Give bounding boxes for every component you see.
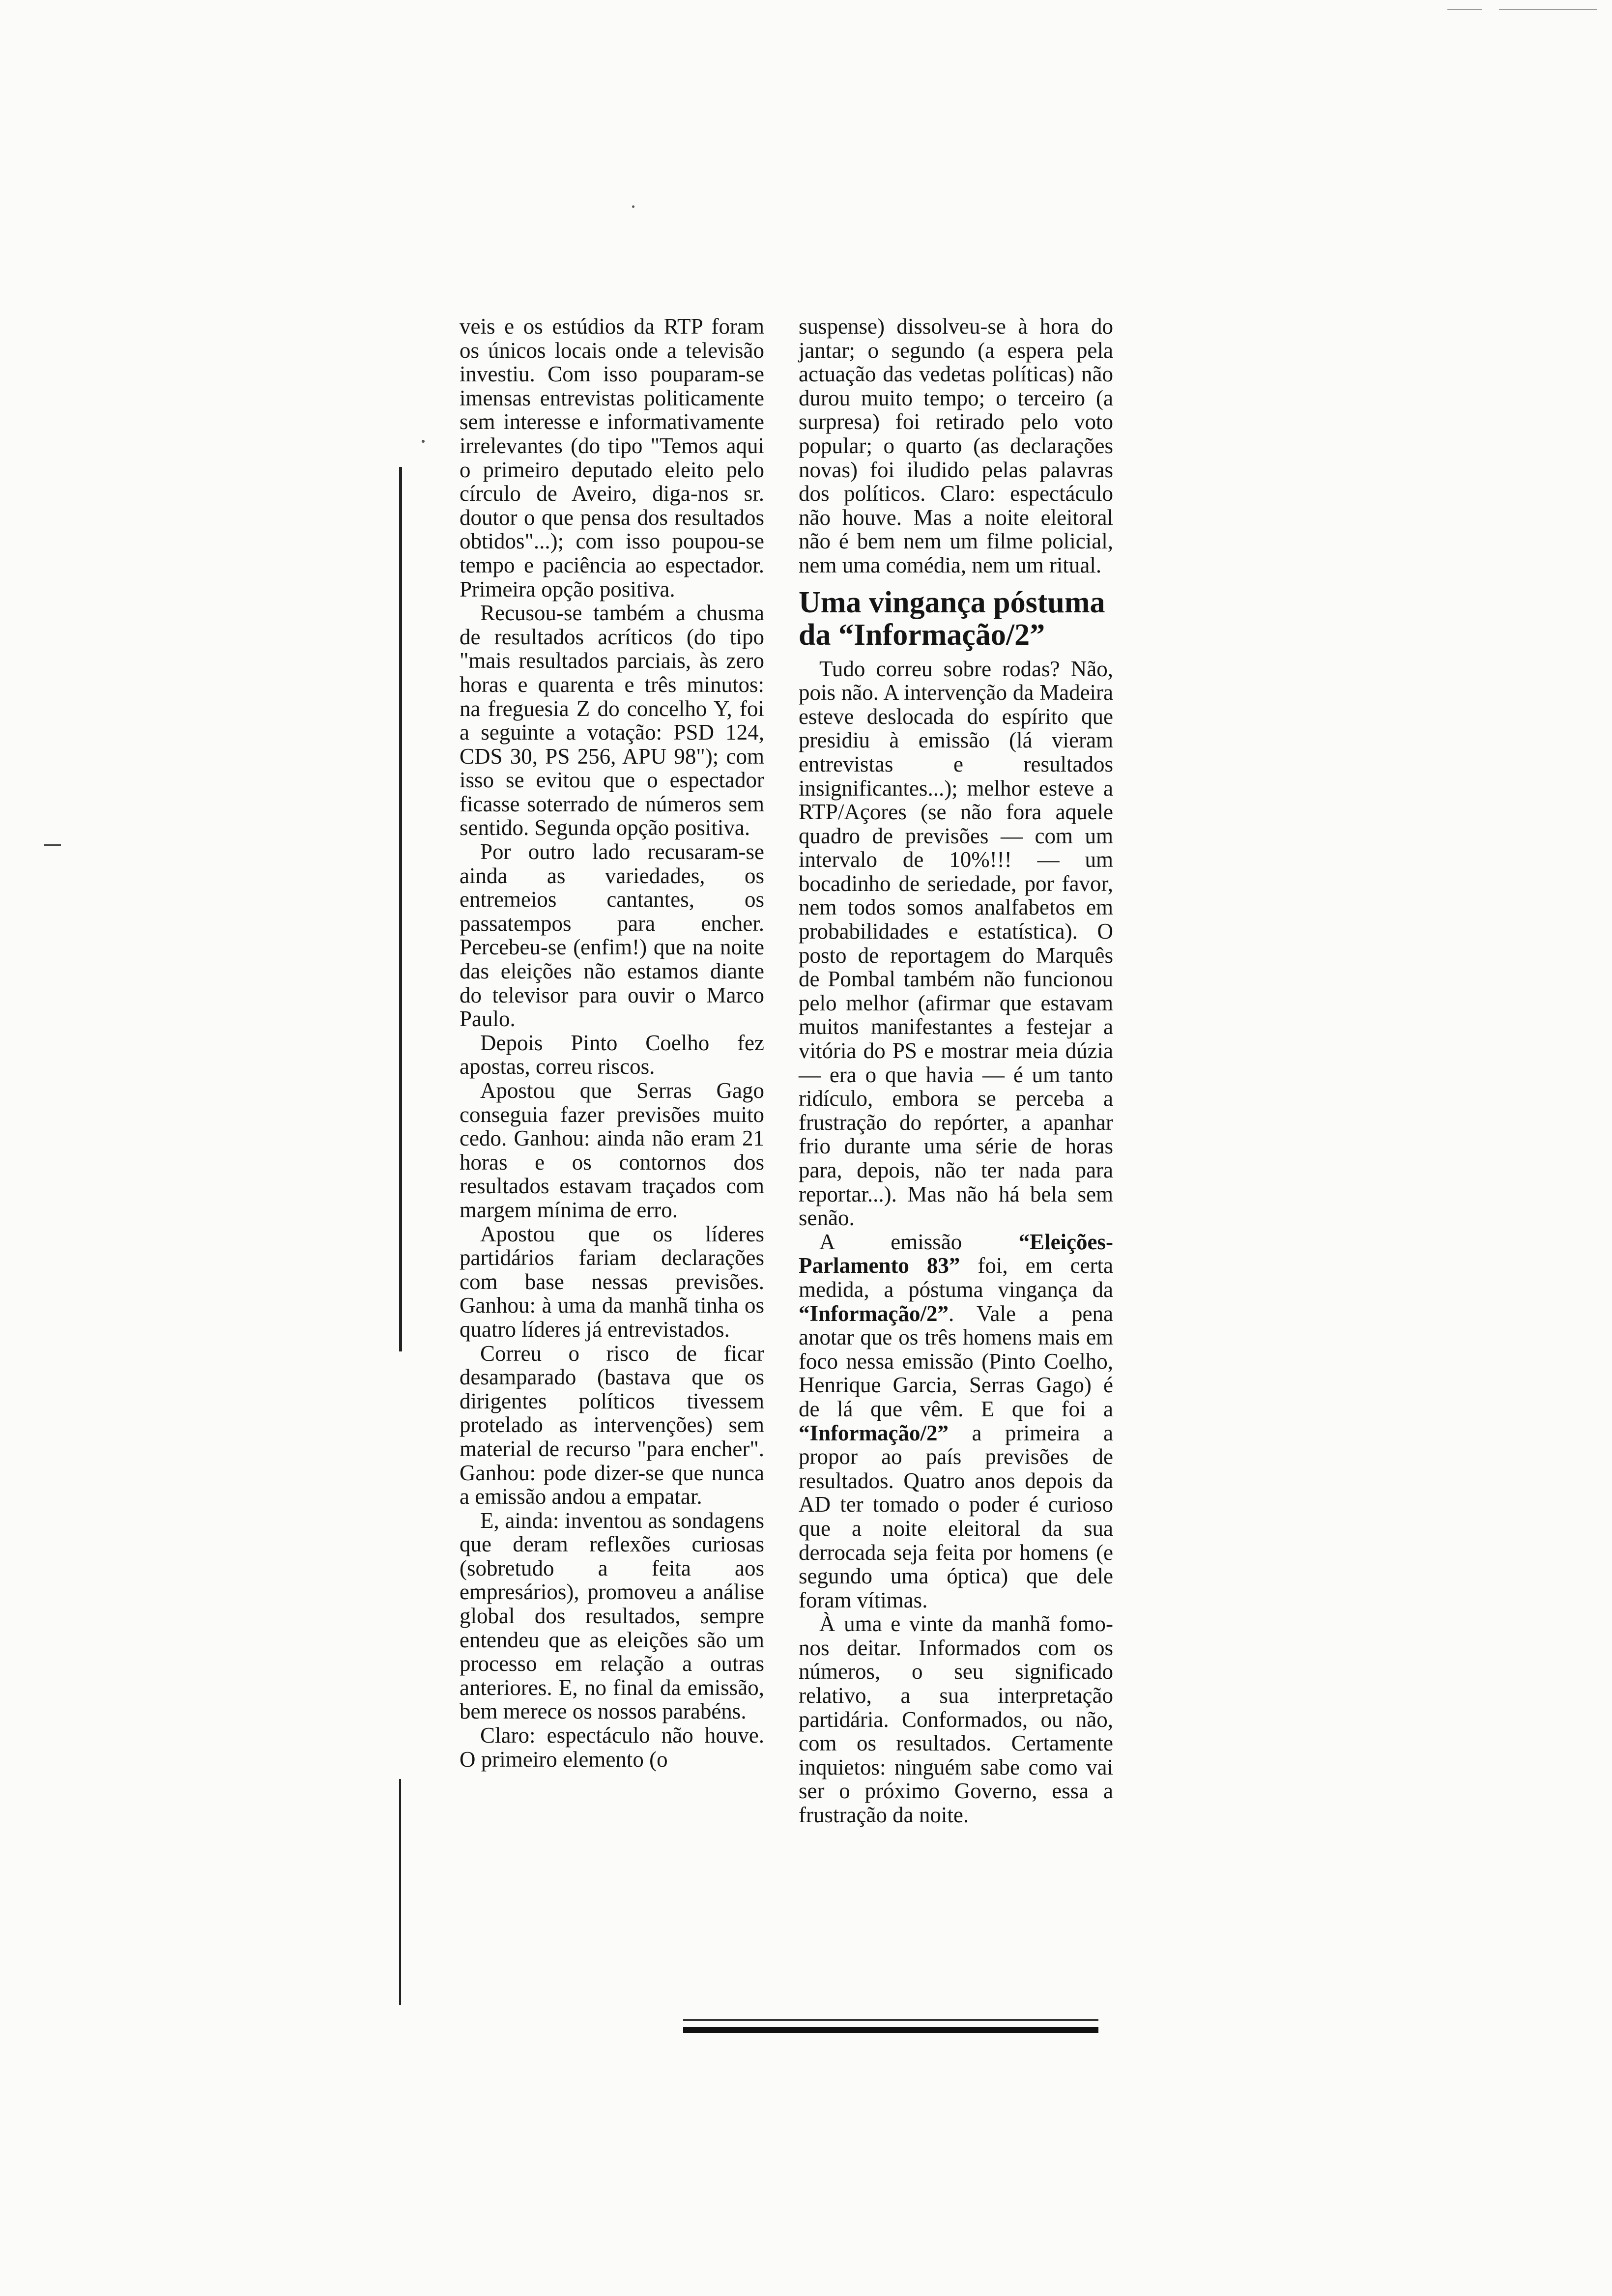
- paragraph: Correu o risco de ficar desamparado (bastava que os dirigentes políticos tivessem protelado as intervenções) sem material de recurso "para encher". Ganhou: pode dizer-se que nunca a emissão andou a empatar.: [460, 1341, 764, 1509]
- paragraph: [799, 1230, 1113, 1612]
- end-rule-thin: [683, 2019, 1098, 2021]
- article-left-column: [460, 315, 764, 1771]
- paragraph: veis e os estúdios da RTP foram os únicos locais onde a televisão investiu. Com isso pouparam-se imensas entrevistas politicamente sem interesse e informativamente irrelevantes (do tipo "Temos aqui o primeiro deputado eleito pelo círculo de Aveiro, diga-nos sr. doutor o que pensa dos resultados obtidos"...); com isso poupou-se tempo e paciência ao espectador. Primeira opção positiva.: [460, 314, 764, 602]
- subheading: Uma vingança póstuma da “Informação/2”: [799, 585, 1105, 652]
- text-run: A emissão: [819, 1229, 1019, 1254]
- paragraph: E, ainda: inventou as sondagens que deram reflexões curiosas (sobretudo a feita aos empresários), promoveu a análise global dos resultados, sempre entendeu que as eleições são um processo em relação a outras anteriores. E, no final da emissão, bem merece os nossos parabéns.: [460, 1508, 764, 1724]
- emphasis: “Informação/2”: [799, 1301, 949, 1326]
- paragraph: Apostou que Serras Gago conseguia fazer previsões muito cedo. Ganhou: ainda não eram 21 horas e os contornos dos resultados estavam traçados com margem mínima de erro.: [460, 1078, 764, 1222]
- paragraph: Por outro lado recusaram-se ainda as variedades, os entremeios cantantes, os passatempos para encher. Percebeu-se (enfim!) que na noite das eleições não estamos diante do televisor para ouvir o Marco Paulo.: [460, 839, 764, 1032]
- text-run: a primeira a propor ao país previsões de resultados. Quatro anos depois da AD ter tomado o poder é curioso que a noite eleitoral da sua derrocada seja feita por homens (e segundo uma óptica) que dele foram vítimas.: [799, 1420, 1113, 1612]
- paragraph: Claro: espectáculo não houve. O primeiro elemento (o: [460, 1723, 764, 1772]
- emphasis: “Eleições-Parlamento 83”: [799, 1229, 1113, 1278]
- margin-rule: [399, 467, 402, 1351]
- paragraph: Apostou que os líderes partidários fariam declarações com base nessas previsões. Ganhou: à uma da manhã tinha os quatro líderes já entrevistados.: [460, 1221, 764, 1342]
- text-run: foi, em certa medida, a póstuma vingança da: [799, 1253, 1113, 1302]
- scan-speck: [422, 440, 425, 443]
- paragraph: suspense) dissolveu-se à hora do jantar; o segundo (a espera pela actuação das vedetas políticas) não durou muito tempo; o terceiro (a surpresa) foi retirado pelo voto popular; o quarto (as declarações novas) foi iludido pelas palavras dos políticos. Claro: espectáculo não houve. Mas a noite eleitoral não é bem nem um filme policial, nem uma comédia, nem um ritual.: [799, 314, 1113, 577]
- scan-mark: [1447, 9, 1482, 10]
- scan-speck: [632, 205, 634, 208]
- paragraph: Recusou-se também a chusma de resultados acríticos (do tipo "mais resultados parciais, às zero horas e quarenta e três minutos: na freguesia Z do concelho Y, foi a seguinte a votação: PSD 124, CDS 30, PS 256, APU 98"); com isso se evitou que o espectador ficasse soterrado de números sem sentido. Segunda opção positiva.: [460, 601, 764, 840]
- emphasis: “Informação/2”: [799, 1420, 949, 1445]
- end-rule: [683, 2027, 1098, 2033]
- paragraph: Tudo correu sobre rodas? Não, pois não. A intervenção da Madeira esteve deslocada do espírito que presidiu à emissão (lá vieram entrevistas e resultados insignificantes...); melhor esteve a RTP/Açores (se não fora aquele quadro de previsões — com um intervalo de 10%!!! — um bocadinho de seriedade, por favor, nem todos somos analfabetos em probabilidades e estatística). O posto de reportagem do Marquês de Pombal também não funcionou pelo melhor (afirmar que estavam muitos manifestantes a festejar a vitória do PS e mostrar meia dúzia — era o que havia — é um tanto ridículo, embora se perceba a frustração do repórter, a apanhar frio durante uma série de horas para, depois, não ter nada para reportar...). Mas não há bela sem senão.: [799, 656, 1113, 1231]
- article-right-column: [799, 315, 1113, 1827]
- paragraph: Depois Pinto Coelho fez apostas, correu riscos.: [460, 1030, 764, 1079]
- text-run: . Vale a pena anotar que os três homens mais em foco nessa emissão (Pinto Coelho, Henrique Garcia, Serras Gago) é de lá que vêm. E que foi a: [799, 1301, 1113, 1421]
- margin-rule: [399, 1779, 401, 2005]
- scan-mark: [1499, 9, 1597, 10]
- paragraph: À uma e vinte da manhã fomo-nos deitar. Informados com os números, o seu significado relativo, a sua interpretação partidária. Conformados, ou não, com os resultados. Certamente inquietos: ninguém sabe como vai ser o próximo Governo, essa a frustração da noite.: [799, 1611, 1113, 1828]
- scan-mark: [44, 844, 61, 846]
